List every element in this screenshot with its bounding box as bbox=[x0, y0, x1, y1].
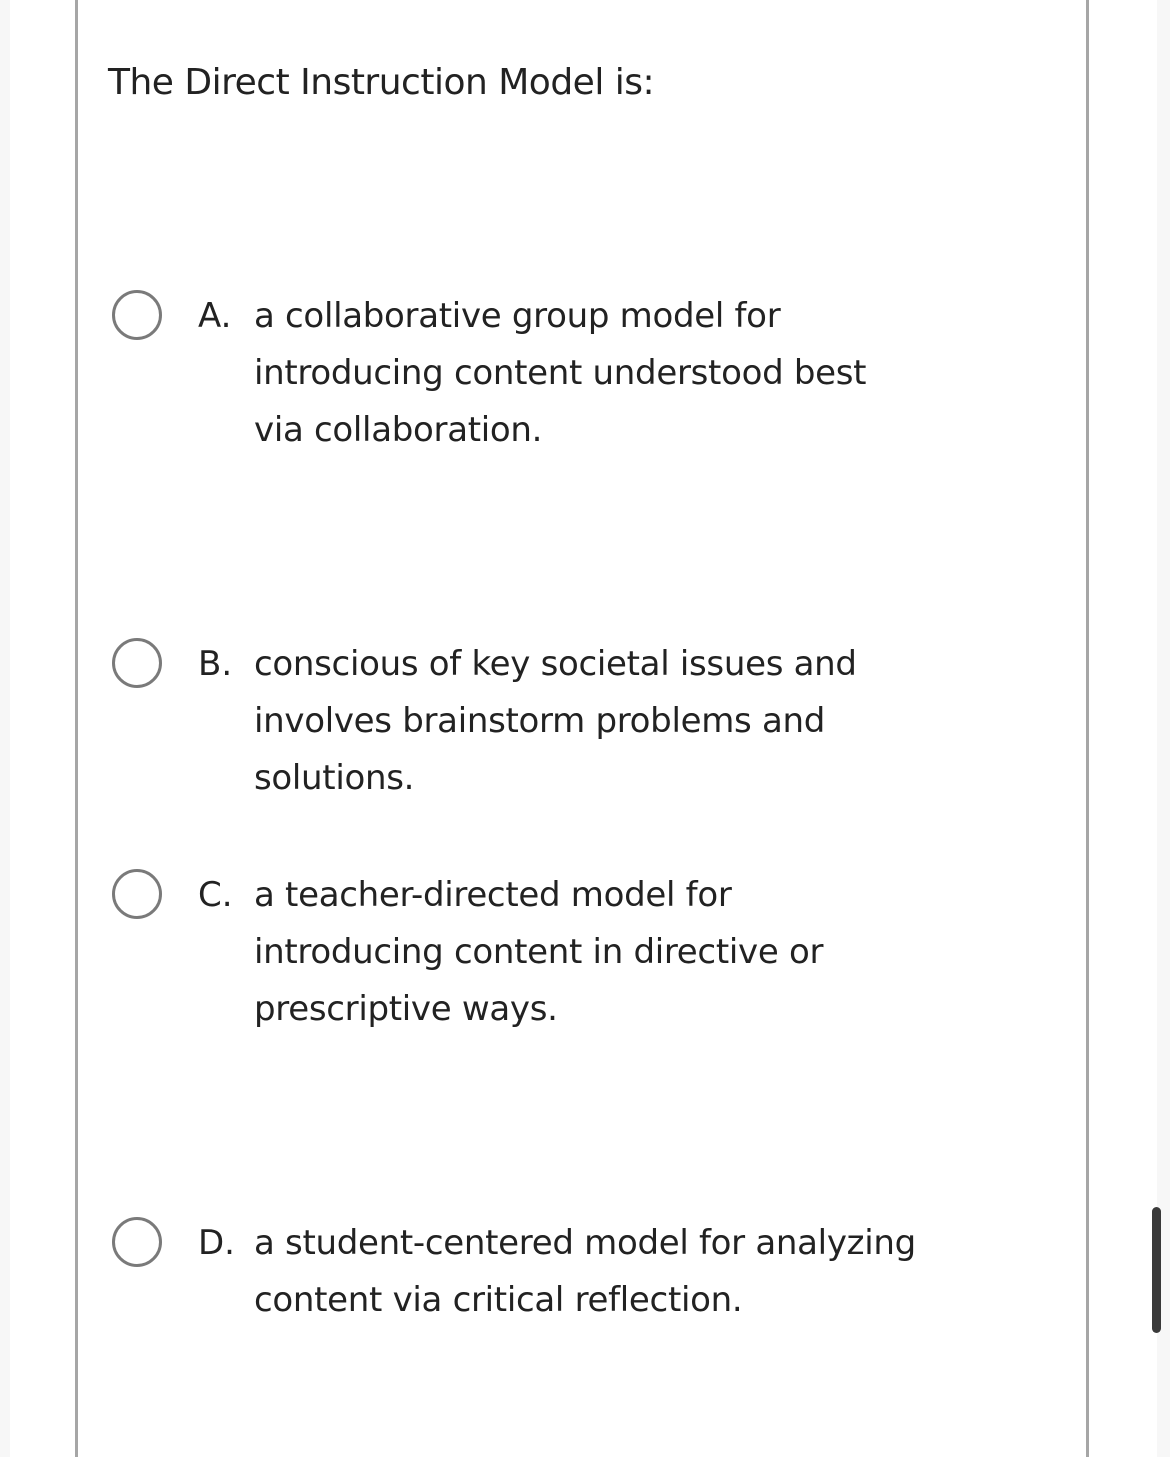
option-text-b bbox=[254, 636, 1014, 807]
option-letter-a: A. bbox=[198, 296, 232, 336]
scrollbar-thumb[interactable] bbox=[1152, 1207, 1161, 1333]
option-letter-d: D. bbox=[198, 1223, 235, 1263]
option-letter-c: C. bbox=[198, 875, 233, 915]
option-text-a-line-2: introducing content understood best bbox=[254, 353, 867, 393]
option-text-c-line-3: prescriptive ways. bbox=[254, 989, 558, 1029]
option-text-d-line-2: content via critical reflection. bbox=[254, 1280, 743, 1320]
option-text-b-line-3: solutions. bbox=[254, 758, 415, 798]
option-text-b-line-1: conscious of key societal issues and bbox=[254, 644, 857, 684]
option-text-d-line-1: a student-centered model for analyzing bbox=[254, 1223, 916, 1263]
option-text-a-line-1: a collaborative group model for bbox=[254, 296, 781, 336]
question-text: The Direct Instruction Model is: bbox=[108, 62, 655, 103]
option-text-a bbox=[254, 288, 1014, 459]
option-text-c bbox=[254, 867, 1014, 1038]
radio-button-b[interactable] bbox=[112, 638, 162, 688]
radio-button-a[interactable] bbox=[112, 290, 162, 340]
option-text-c-line-1: a teacher-directed model for bbox=[254, 875, 732, 915]
option-text-d bbox=[254, 1215, 1014, 1329]
option-text-a-line-3: via collaboration. bbox=[254, 410, 543, 450]
option-text-b-line-2: involves brainstorm problems and bbox=[254, 701, 826, 741]
option-letter-b: B. bbox=[198, 644, 233, 684]
option-text-c-line-2: introducing content in directive or bbox=[254, 932, 824, 972]
radio-button-d[interactable] bbox=[112, 1217, 162, 1267]
radio-button-c[interactable] bbox=[112, 869, 162, 919]
